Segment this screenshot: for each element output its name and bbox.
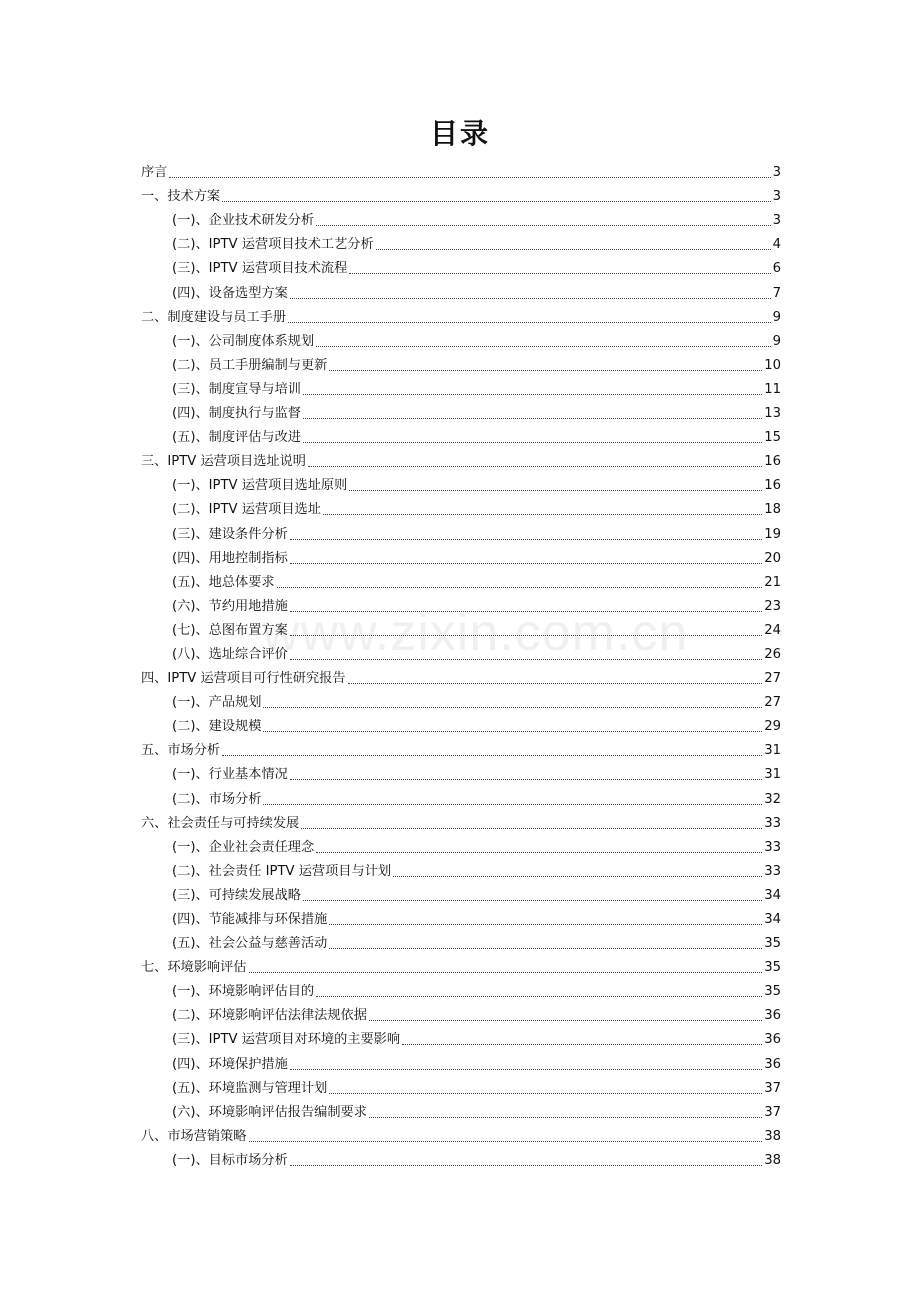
toc-dot-leader bbox=[329, 947, 762, 949]
toc-dot-leader bbox=[290, 778, 762, 780]
toc-section-entry[interactable] bbox=[141, 474, 781, 498]
toc-entry-label: (二)、社会责任 IPTV 运营项目与计划 bbox=[172, 863, 392, 879]
toc-chapter-entry[interactable] bbox=[141, 667, 781, 691]
toc-entry-label: (一)、环境影响评估目的 bbox=[172, 984, 315, 1000]
toc-page-number: 9 bbox=[772, 333, 781, 349]
toc-page-number: 33 bbox=[764, 863, 781, 879]
toc-page-number: 38 bbox=[764, 1152, 781, 1168]
toc-entry-label: (三)、IPTV 运营项目技术流程 bbox=[172, 261, 348, 277]
toc-section-entry[interactable] bbox=[141, 1149, 781, 1173]
toc-page-number: 36 bbox=[764, 1032, 781, 1048]
toc-entry-label: (一)、企业社会责任理念 bbox=[172, 839, 315, 855]
toc-page-number: 7 bbox=[772, 285, 781, 301]
toc-entry-label: (二)、IPTV 运营项目选址 bbox=[172, 502, 321, 518]
toc-page-number: 6 bbox=[772, 261, 781, 277]
toc-section-entry[interactable] bbox=[141, 547, 781, 571]
toc-dot-leader bbox=[329, 369, 762, 371]
toc-entry-label: (一)、目标市场分析 bbox=[172, 1152, 288, 1168]
toc-dot-leader bbox=[249, 971, 763, 973]
toc-entry-label: 七、环境影响评估 bbox=[141, 960, 247, 976]
toc-entry-label: (三)、制度宣导与培训 bbox=[172, 381, 301, 397]
toc-chapter-entry[interactable] bbox=[141, 1125, 781, 1149]
toc-page-number: 24 bbox=[764, 622, 781, 638]
toc-dot-leader bbox=[349, 272, 770, 274]
toc-entry-label: (一)、IPTV 运营项目选址原则 bbox=[172, 478, 348, 494]
toc-dot-leader bbox=[277, 586, 763, 588]
toc-section-entry[interactable] bbox=[141, 1101, 781, 1125]
toc-section-entry[interactable] bbox=[141, 763, 781, 787]
toc-section-entry[interactable] bbox=[141, 281, 781, 305]
toc-section-entry[interactable] bbox=[141, 980, 781, 1004]
toc-dot-leader bbox=[290, 610, 762, 612]
toc-section-entry[interactable] bbox=[141, 498, 781, 522]
toc-entry-label: 一、技术方案 bbox=[141, 189, 221, 205]
toc-page-number: 36 bbox=[764, 1008, 781, 1024]
toc-page-number: 16 bbox=[764, 478, 781, 494]
toc-entry-label: 八、市场营销策略 bbox=[141, 1128, 247, 1144]
toc-dot-leader bbox=[222, 754, 762, 756]
toc-section-entry[interactable] bbox=[141, 787, 781, 811]
toc-entry-label: (四)、设备选型方案 bbox=[172, 285, 288, 301]
toc-entry-label: (四)、节能减排与环保措施 bbox=[172, 912, 328, 927]
toc-page-number: 4 bbox=[772, 237, 781, 253]
toc-section-entry[interactable] bbox=[141, 378, 781, 402]
toc-entry-label: (四)、制度执行与监督 bbox=[172, 406, 301, 422]
toc-page-number: 13 bbox=[764, 406, 781, 422]
toc-section-entry[interactable] bbox=[141, 860, 781, 884]
toc-chapter-entry[interactable] bbox=[141, 185, 781, 209]
toc-dot-leader bbox=[290, 297, 771, 299]
toc-entry-label: (五)、环境监测与管理计划 bbox=[172, 1080, 328, 1096]
toc-entry-label: (一)、企业技术研发分析 bbox=[172, 213, 315, 229]
toc-page-number: 9 bbox=[772, 309, 781, 325]
toc-page-number: 27 bbox=[764, 671, 781, 687]
toc-page-number: 27 bbox=[764, 695, 781, 711]
toc-section-entry[interactable] bbox=[141, 1077, 781, 1101]
toc-section-entry[interactable] bbox=[141, 908, 781, 932]
toc-entry-label: (一)、公司制度体系规划 bbox=[172, 333, 315, 349]
toc-entry-label: (四)、环境保护措施 bbox=[172, 1056, 288, 1072]
toc-entry-label: (二)、员工手册编制与更新 bbox=[172, 357, 328, 373]
toc-dot-leader bbox=[263, 803, 762, 805]
toc-dot-leader bbox=[290, 658, 762, 660]
toc-dot-leader bbox=[308, 465, 762, 467]
toc-section-entry[interactable] bbox=[141, 209, 781, 233]
toc-page-number: 26 bbox=[764, 646, 781, 662]
toc-entry-label: (一)、行业基本情况 bbox=[172, 767, 288, 783]
toc-dot-leader bbox=[263, 706, 762, 708]
toc-dot-leader bbox=[369, 1116, 762, 1118]
toc-section-entry[interactable] bbox=[141, 619, 781, 643]
toc-dot-leader bbox=[222, 200, 770, 202]
toc-page-number: 37 bbox=[764, 1080, 781, 1096]
toc-dot-leader bbox=[288, 321, 771, 323]
toc-page-number: 19 bbox=[764, 526, 781, 542]
watermark: www.zixin.com.cn bbox=[262, 604, 689, 662]
toc-dot-leader bbox=[329, 923, 762, 925]
toc-section-entry[interactable] bbox=[141, 1052, 781, 1076]
toc-chapter-entry[interactable] bbox=[141, 450, 781, 474]
toc-dot-leader bbox=[290, 1164, 762, 1166]
toc-dot-leader bbox=[329, 1092, 762, 1094]
toc-entry-label: (二)、环境影响评估法律法规依据 bbox=[172, 1008, 367, 1024]
toc-entry-label: (五)、制度评估与改进 bbox=[172, 430, 301, 446]
toc-chapter-entry[interactable] bbox=[141, 306, 781, 330]
toc-entry-label: (三)、可持续发展战略 bbox=[172, 887, 301, 903]
toc-chapter-entry[interactable] bbox=[141, 739, 781, 763]
toc-dot-leader bbox=[263, 730, 762, 732]
toc-page-number: 3 bbox=[772, 189, 781, 205]
toc-dot-leader bbox=[402, 1043, 762, 1045]
toc-page-number: 38 bbox=[764, 1128, 781, 1144]
toc-section-entry[interactable] bbox=[141, 1004, 781, 1028]
toc-page-number: 3 bbox=[772, 213, 781, 229]
toc-chapter-entry[interactable] bbox=[141, 956, 781, 980]
toc-section-entry[interactable] bbox=[141, 257, 781, 281]
toc-dot-leader bbox=[169, 176, 770, 178]
toc-page-number: 35 bbox=[764, 984, 781, 1000]
toc-entry-label: (一)、产品规划 bbox=[172, 695, 262, 711]
toc-entry-label: (六)、节约用地措施 bbox=[172, 598, 288, 614]
toc-section-entry[interactable] bbox=[141, 571, 781, 595]
toc-page-number: 23 bbox=[764, 598, 781, 614]
toc-entry-label: (八)、选址综合评价 bbox=[172, 646, 288, 662]
toc-section-entry[interactable] bbox=[141, 595, 781, 619]
toc-dot-leader bbox=[376, 248, 771, 250]
toc-dot-leader bbox=[303, 417, 762, 419]
toc-entry-label: 六、社会责任与可持续发展 bbox=[141, 815, 300, 831]
toc-entry-label: (六)、环境影响评估报告编制要求 bbox=[172, 1104, 367, 1120]
toc-page-number: 33 bbox=[764, 839, 781, 855]
toc-entry-label: (五)、地总体要求 bbox=[172, 574, 275, 590]
toc-dot-leader bbox=[290, 562, 762, 564]
toc-section-entry[interactable] bbox=[141, 715, 781, 739]
toc-dot-leader bbox=[290, 634, 762, 636]
toc-section-entry[interactable] bbox=[141, 1028, 781, 1052]
toc-page-number: 37 bbox=[764, 1104, 781, 1120]
toc-list bbox=[141, 161, 781, 1173]
toc-entry-label: (二)、建设规模 bbox=[172, 719, 262, 735]
toc-page-number: 33 bbox=[764, 815, 781, 831]
toc-entry-label: (二)、IPTV 运营项目技术工艺分析 bbox=[172, 237, 374, 253]
toc-page-number: 15 bbox=[764, 430, 781, 446]
toc-page-number: 36 bbox=[764, 1056, 781, 1072]
toc-dot-leader bbox=[316, 224, 770, 226]
toc-section-entry[interactable] bbox=[141, 402, 781, 426]
toc-page-number: 32 bbox=[764, 791, 781, 807]
toc-entry-label: (三)、IPTV 运营项目对环境的主要影响 bbox=[172, 1032, 401, 1048]
toc-chapter-entry[interactable] bbox=[141, 812, 781, 836]
toc-title: 目录 bbox=[429, 117, 490, 150]
toc-page-number: 34 bbox=[764, 887, 781, 903]
toc-section-entry[interactable] bbox=[141, 426, 781, 450]
toc-dot-leader bbox=[323, 513, 762, 515]
toc-dot-leader bbox=[393, 875, 762, 877]
toc-dot-leader bbox=[316, 995, 762, 997]
toc-dot-leader bbox=[249, 1140, 763, 1142]
toc-dot-leader bbox=[316, 851, 762, 853]
toc-dot-leader bbox=[369, 1019, 762, 1021]
toc-section-entry[interactable] bbox=[141, 836, 781, 860]
toc-entry-label: (二)、市场分析 bbox=[172, 791, 262, 807]
toc-page-number: 20 bbox=[764, 550, 781, 566]
toc-section-entry[interactable] bbox=[141, 354, 781, 378]
toc-page-number: 3 bbox=[772, 165, 781, 181]
toc-section-entry[interactable] bbox=[141, 233, 781, 257]
toc-page-number: 35 bbox=[764, 936, 781, 952]
toc-section-entry[interactable] bbox=[141, 691, 781, 715]
toc-chapter-entry[interactable] bbox=[141, 161, 781, 185]
toc-section-entry[interactable] bbox=[141, 884, 781, 908]
toc-dot-leader bbox=[349, 489, 762, 491]
toc-section-entry[interactable] bbox=[141, 643, 781, 667]
toc-entry-label: 序言 bbox=[141, 165, 168, 181]
toc-page-number: 31 bbox=[764, 767, 781, 783]
toc-section-entry[interactable] bbox=[141, 932, 781, 956]
toc-entry-label: 三、IPTV 运营项目选址说明 bbox=[141, 454, 306, 470]
toc-page-number: 18 bbox=[764, 502, 781, 518]
toc-dot-leader bbox=[303, 441, 762, 443]
toc-page-number: 31 bbox=[764, 743, 781, 759]
toc-entry-label: (四)、用地控制指标 bbox=[172, 550, 288, 566]
toc-page-number: 16 bbox=[764, 454, 781, 470]
toc-entry-label: (三)、建设条件分析 bbox=[172, 526, 288, 542]
toc-page-number: 35 bbox=[764, 960, 781, 976]
toc-page-number: 21 bbox=[764, 574, 781, 590]
toc-entry-label: 四、IPTV 运营项目可行性研究报告 bbox=[141, 671, 346, 687]
toc-page-number: 34 bbox=[764, 912, 781, 927]
toc-dot-leader bbox=[316, 345, 770, 347]
toc-page-number: 29 bbox=[764, 719, 781, 735]
toc-dot-leader bbox=[348, 682, 763, 684]
toc-page-number: 10 bbox=[764, 357, 781, 373]
toc-dot-leader bbox=[290, 1068, 762, 1070]
toc-dot-leader bbox=[303, 899, 762, 901]
toc-entry-label: 二、制度建设与员工手册 bbox=[141, 309, 287, 325]
toc-entry-label: 五、市场分析 bbox=[141, 743, 221, 759]
toc-page-number: 11 bbox=[764, 381, 781, 397]
toc-dot-leader bbox=[290, 538, 762, 540]
toc-entry-label: (五)、社会公益与慈善活动 bbox=[172, 936, 328, 952]
toc-section-entry[interactable] bbox=[141, 330, 781, 354]
toc-dot-leader bbox=[303, 393, 762, 395]
toc-dot-leader bbox=[301, 827, 762, 829]
toc-entry-label: (七)、总图布置方案 bbox=[172, 622, 288, 638]
toc-section-entry[interactable] bbox=[141, 522, 781, 546]
